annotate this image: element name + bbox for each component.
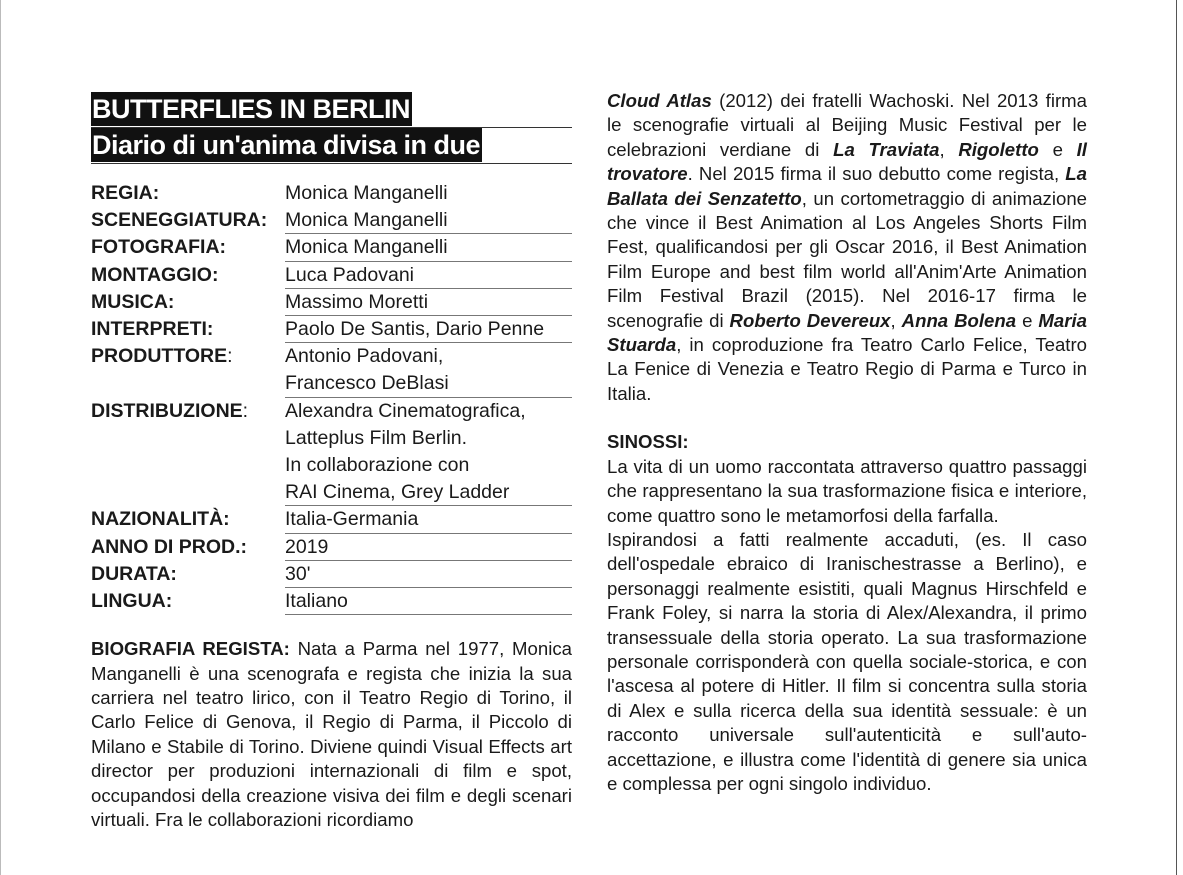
credit-value: Francesco DeBlasi xyxy=(285,370,572,397)
bio-text: . Nel 2015 firma il suo debutto come regista, xyxy=(687,163,1066,185)
bio-text: , xyxy=(890,309,902,331)
title-row-2 xyxy=(91,128,572,164)
credit-values xyxy=(285,316,572,343)
credit-row xyxy=(91,262,572,289)
credit-label xyxy=(91,398,285,507)
credit-label-text: INTERPRETI: xyxy=(91,318,214,341)
title-row-1 xyxy=(91,92,572,128)
credit-value: Alexandra Cinematografica, xyxy=(285,399,526,422)
credit-value: In collaborazione con xyxy=(285,454,470,477)
film-title-ref: Cloud Atlas xyxy=(607,90,712,111)
credit-values xyxy=(285,262,572,289)
credit-label xyxy=(91,343,285,397)
film-subtitle: Diario di un'anima divisa in due xyxy=(92,130,480,160)
film-title-ref: Maria Stuarda xyxy=(607,309,1087,356)
credit-label-text: SCENEGGIATURA: xyxy=(91,209,268,232)
credit-row xyxy=(91,316,572,343)
bio-text: , in coproduzione fra Teatro Carlo Felice, Teatro La Fenice di Venezia e Teatro Regio di Parma e Turco in Italia. xyxy=(607,334,1087,404)
credit-row xyxy=(91,234,572,261)
bio-text: e xyxy=(1016,309,1039,331)
biography-heading: BIOGRAFIA REGISTA: xyxy=(91,638,290,660)
credit-label-text: ANNO DI PROD.: xyxy=(91,535,247,558)
page-edge-right xyxy=(1176,0,1177,875)
bio-text: , un cortometraggio di animazione che vince il Best Animation al Los Angeles Shorts Film Fest, qualificandosi per gli Oscar 2016, il Best Animation Film Europe and best film world all'Anim'Arte Animation Film Festival Brazil (2015). Nel 2016-17 firma le scenografie di xyxy=(607,187,1087,331)
credit-row xyxy=(91,588,572,615)
page-edge-left xyxy=(0,0,1,875)
credit-row xyxy=(91,207,572,234)
credit-value: Monica Manganelli xyxy=(285,182,448,204)
film-title-ref: Rigoletto xyxy=(958,138,1039,160)
biography xyxy=(91,637,572,832)
credit-values xyxy=(285,398,572,507)
synopsis-paragraph-2: Ispirandosi a fatti realmente accaduti, (es. Il caso dell'ospedale ebraico di Iranischestrasse a Berlino), e personaggi realmente esistiti, quali Magnus Hirschfeld e Frank Foley, si narra la storia di Alex/Alexandra, il primo transessuale della storia operato. La sua trasformazione personale corrisponderà con quella sociale-storica, e con l'ascesa al potere di Hitler. Il film si concentra sulla storia di Alex e sulla ricerca della sua identità sessuale: è un racconto universale sull'autenticità e sull'auto-accettazione, e illustra come l'identità di genere sia unica e complessa per ogni singolo individuo. xyxy=(607,528,1087,794)
credit-label xyxy=(91,561,285,588)
credit-label-text: REGIA: xyxy=(91,182,160,204)
credit-label-text: NAZIONALITÀ: xyxy=(91,508,230,531)
credit-row xyxy=(91,506,572,533)
right-column xyxy=(607,89,1087,796)
credit-label xyxy=(91,588,285,615)
credit-value: Monica Manganelli xyxy=(285,234,572,261)
film-title: BUTTERFLIES IN BERLIN xyxy=(92,94,410,124)
synopsis-heading: SINOSSI: xyxy=(607,431,689,453)
credit-value: Latteplus Film Berlin. xyxy=(285,426,468,449)
credit-label xyxy=(91,262,285,289)
credit-values xyxy=(285,534,572,561)
credit-row xyxy=(91,343,572,397)
film-title-ref: La Ballata dei Senzatetto xyxy=(607,163,1087,209)
credit-values xyxy=(285,180,572,207)
credits-table xyxy=(91,180,572,615)
credit-label-text: DURATA: xyxy=(91,562,177,585)
bio-text: (2012) dei fratelli Wachoski. Nel 2013 firma le scenografie virtuali al Beijing Music Festival per le celebrazioni verdiane di xyxy=(607,90,1087,160)
credit-value: 30' xyxy=(285,561,572,588)
credit-value: RAI Cinema, Grey Ladder xyxy=(285,479,572,506)
film-title-ref: Il trovatore xyxy=(607,138,1087,185)
credit-value: Italiano xyxy=(285,588,572,615)
film-title-ref: Anna Bolena xyxy=(901,309,1017,331)
credit-value: Luca Padovani xyxy=(285,262,572,289)
credit-values xyxy=(285,289,572,316)
credit-label xyxy=(91,506,285,533)
credit-value: Massimo Moretti xyxy=(285,289,572,316)
credit-label-text: MONTAGGIO: xyxy=(91,263,219,286)
credit-label xyxy=(91,289,285,316)
credit-label-text: DISTRIBUZIONE xyxy=(91,399,243,422)
credit-label xyxy=(91,316,285,343)
bio-text: , xyxy=(939,138,959,160)
biography-text: Nata a Parma nel 1977, Monica Manganelli è una scenografa e regista che inizia la sua carriera nel teatro lirico, con il Teatro Regio di Torino, il Carlo Felice di Genova, il Regio di Parma, il Piccolo di Milano e Stabile di Torino. Diviene quindi Visual Effects art director per produzioni internazionali di film e spot, occupandosi della creazione visiva dei film e degli scenari virtuali. Fra le collaborazioni ricordiamo xyxy=(91,638,572,831)
credit-label xyxy=(91,534,285,561)
credit-label-text: LINGUA: xyxy=(91,590,173,613)
credit-values xyxy=(285,234,572,261)
credit-label-text: FOTOGRAFIA: xyxy=(91,236,227,259)
credit-values xyxy=(285,561,572,588)
film-title-ref: Roberto Devereux xyxy=(729,309,891,331)
synopsis-paragraph-1: La vita di un uomo raccontata attraverso quattro passaggi che rappresentano la sua trasformazione fisica e interiore, come quattro sono le metamorfosi della farfalla. xyxy=(607,455,1087,526)
credit-row xyxy=(91,289,572,316)
credit-values xyxy=(285,343,572,397)
credit-value: Antonio Padovani, xyxy=(285,345,444,368)
credit-label xyxy=(91,234,285,261)
credit-label xyxy=(91,207,285,234)
credit-row xyxy=(91,398,572,507)
credit-value: Monica Manganelli xyxy=(285,207,572,234)
subtitle-rule xyxy=(91,163,572,164)
biography-continued xyxy=(607,89,1087,406)
credit-label xyxy=(91,180,285,207)
left-column xyxy=(91,92,572,833)
credit-value: Paolo De Santis, Dario Penne xyxy=(285,316,572,343)
credit-values xyxy=(285,207,572,234)
credit-label-colon: : xyxy=(242,399,249,422)
credit-row xyxy=(91,180,572,207)
bio-text: e xyxy=(1038,138,1077,160)
credit-row xyxy=(91,561,572,588)
credit-values xyxy=(285,588,572,615)
credit-label-text: PRODUTTORE xyxy=(91,345,228,368)
credit-label-colon: : xyxy=(227,345,233,368)
credit-label-text: MUSICA: xyxy=(91,290,175,313)
film-title-ref: La Traviata xyxy=(833,138,940,160)
credit-value: Italia-Germania xyxy=(285,506,572,533)
credit-values xyxy=(285,506,572,533)
credit-value: 2019 xyxy=(285,534,572,561)
credit-row xyxy=(91,534,572,561)
